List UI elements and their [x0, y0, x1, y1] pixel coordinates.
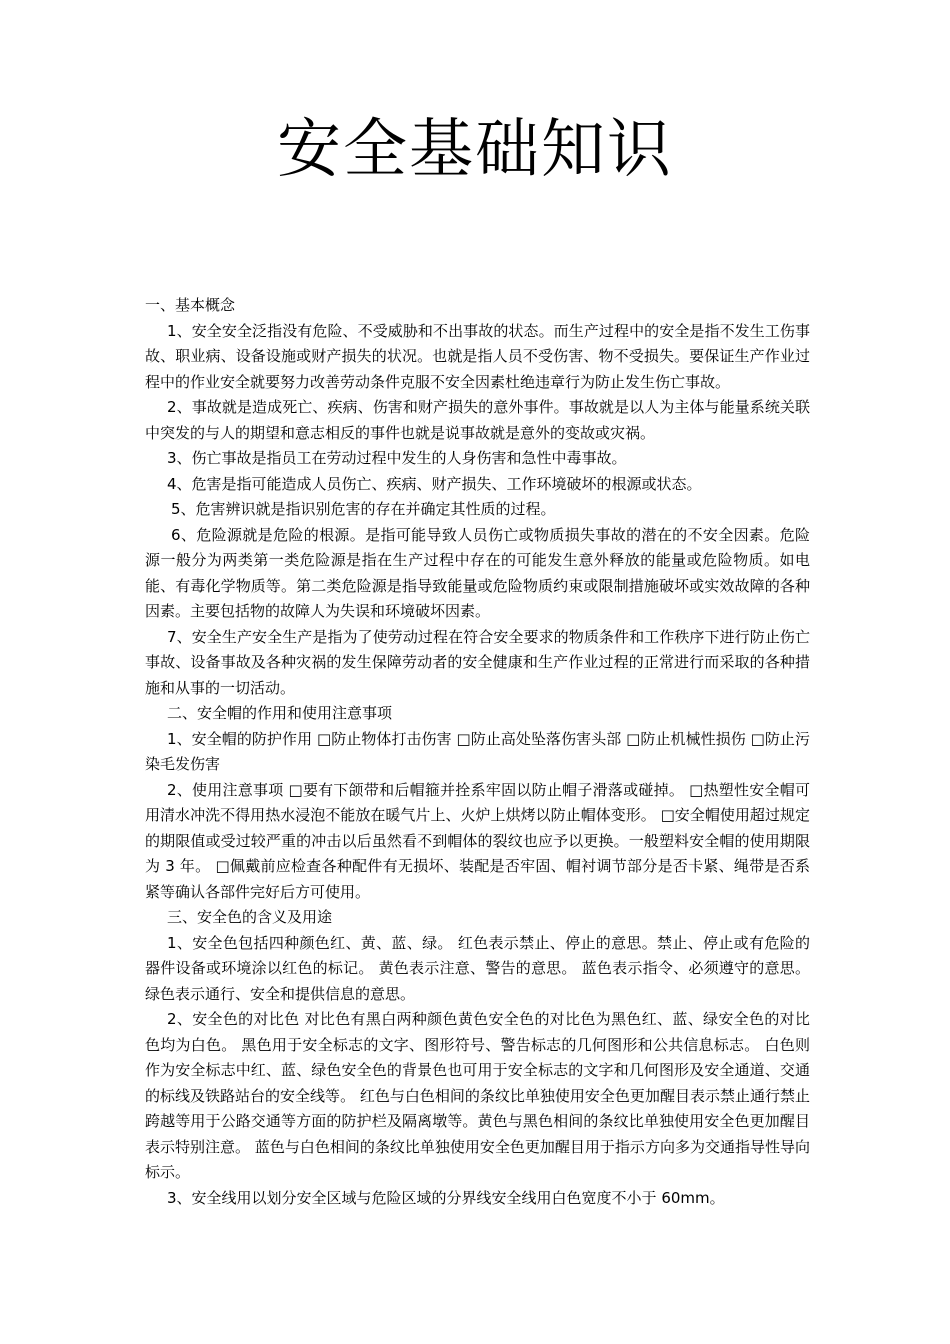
paragraph: 6、危险源就是危险的根源。是指可能导致人员伤亡或物质损失事故的潜在的不安全因素。危险源一般分为两类第一类危险源是指在生产过程中存在的可能发生意外释放的能量或危险物质。如电能、有毒化学物质等。第二类危险源是指导致能量或危险物质约束或限制措施破坏或实效故障的各种因素。主要包括物的故障人为失误和环境破坏因素。 [145, 525, 810, 620]
paragraph: 1、安全帽的防护作用 □防止物体打击伤害 □防止高处坠落伤害头部 □防止机械性损伤 □防止污染毛发伤害 [145, 729, 810, 773]
paragraph: 2、使用注意事项 □要有下颌带和后帽箍并拴系牢固以防止帽子滑落或碰掉。 □热塑性安全帽可用清水冲洗不得用热水浸泡不能放在暖气片上、火炉上烘烤以防止帽体变形。 □安全帽使用超过规定的期限值或受过较严重的冲击以后虽然看不到帽体的裂纹也应予以更换。一般塑料安全帽的使用期限为 3 年。 □佩戴前应检查各种配件有无损坏、装配是否牢固、帽衬调节部分是否卡紧、绳带是否系紧等确认各部件完好后方可使用。 [145, 780, 810, 901]
paragraph: 1、安全色包括四种颜色红、黄、蓝、绿。 红色表示禁止、停止的意思。禁止、停止或有危险的器件设备或环境涂以红色的标记。 黄色表示注意、警告的意思。 蓝色表示指令、必须遵守的意思。 绿色表示通行、安全和提供信息的意思。 [145, 933, 810, 1003]
paragraph: 1、安全安全泛指没有危险、不受威胁和不出事故的状态。而生产过程中的安全是指不发生工伤事故、职业病、设备设施或财产损失的状况。也就是指人员不受伤害、物不受损失。要保证生产作业过程中的作业安全就要努力改善劳动条件克服不安全因素杜绝违章行为防止发生伤亡事故。 [145, 321, 810, 391]
section-heading: 三、安全色的含义及用途 [167, 908, 333, 926]
section-heading: 二、安全帽的作用和使用注意事项 [167, 704, 393, 722]
paragraph: 3、伤亡事故是指员工在劳动过程中发生的人身伤害和急性中毒事故。 [167, 449, 627, 467]
paragraph: 4、危害是指可能造成人员伤亡、疾病、财产损失、工作环境破坏的根源或状态。 [167, 474, 702, 493]
paragraph: 2、事故就是造成死亡、疾病、伤害和财产损失的意外事件。事故就是以人为主体与能量系统关联中突发的与人的期望和意志相反的事件也就是说事故就是意外的变故或灾祸。 [145, 398, 810, 442]
paragraph: 3、安全线用以划分安全区域与危险区域的分界线安全线用白色宽度不小于 60mm。 [167, 1188, 725, 1207]
paragraph: 7、安全生产安全生产是指为了使劳动过程在符合安全要求的物质条件和工作秩序下进行防止伤亡事故、设备事故及各种灾祸的发生保障劳动者的安全健康和生产作业过程的正常进行而采取的各种措施和从事的一切活动。 [145, 627, 810, 697]
paragraph: 5、危害辨识就是指识别危害的存在并确定其性质的过程。 [171, 500, 556, 518]
document-body [145, 293, 810, 1211]
paragraph: 2、安全色的对比色 对比色有黑白两种颜色黄色安全色的对比色为黑色红、蓝、绿安全色的对比色均为白色。 黑色用于安全标志的文字、图形符号、警告标志的几何图形和公共信息标志。 白色则作为安全标志中红、蓝、绿色安全色的背景色也可用于安全标志的文字和几何图形及安全通道、交通的标线及铁路站台的安全线等。 红色与白色相间的条纹比单独使用安全色更加醒目表示禁止通行禁止跨越等用于公路交通等方面的防护栏及隔离墩等。黄色与黑色相间的条纹比单独使用安全色更加醒目表示特别注意。 蓝色与白色相间的条纹比单独使用安全色更加醒目用于指示方向多为交通指导性导向标示。 [145, 1010, 810, 1181]
page-title: 安全基础知识 [277, 113, 673, 187]
section-heading: 一、基本概念 [145, 296, 236, 314]
